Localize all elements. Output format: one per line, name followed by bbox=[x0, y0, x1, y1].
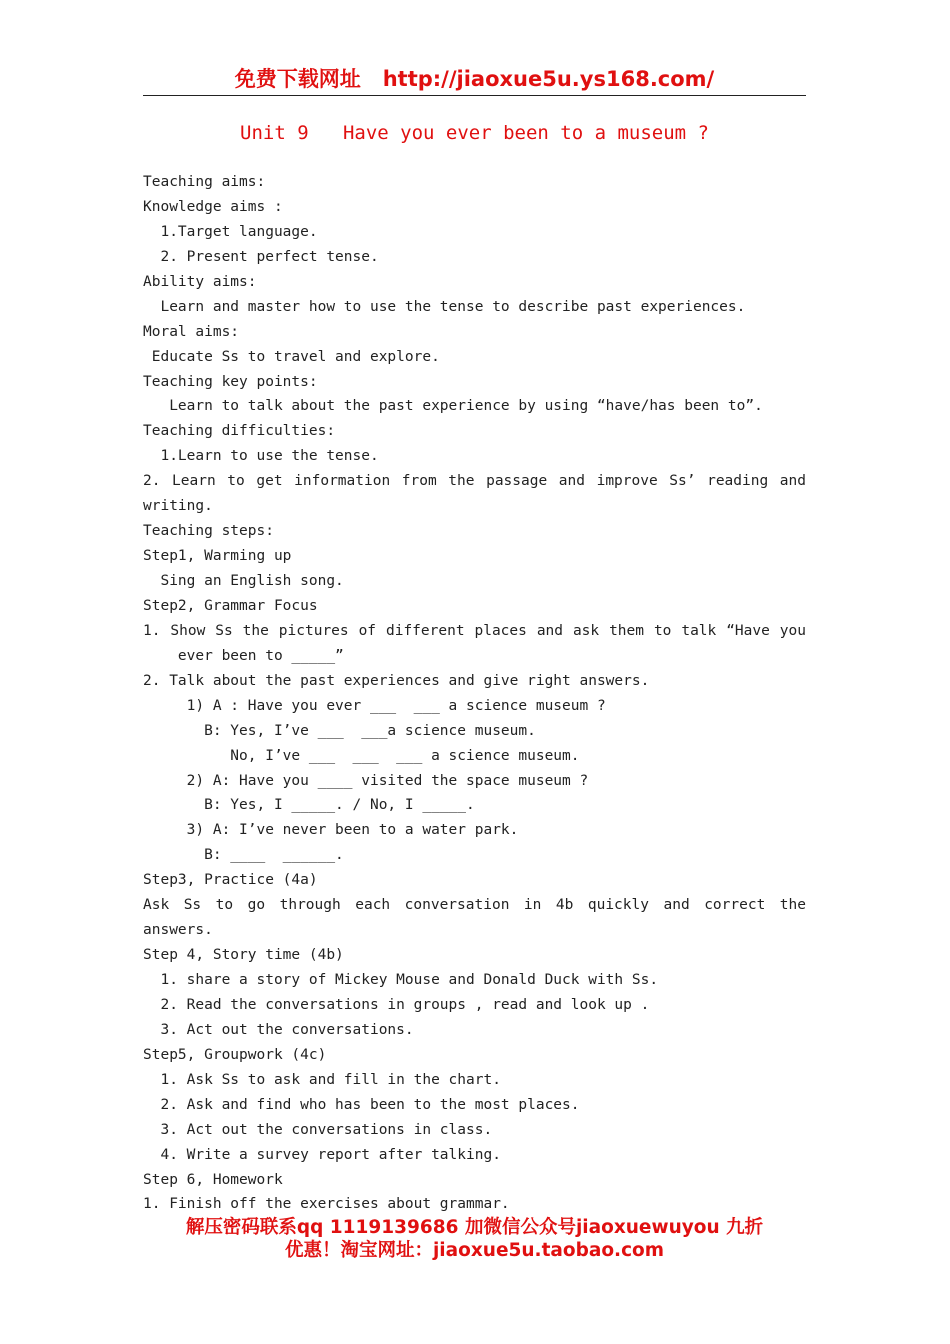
header-label: 免费下载网址 bbox=[234, 67, 361, 91]
text-line: Ability aims: bbox=[143, 273, 257, 290]
text-line: Step1, Warming up bbox=[143, 548, 292, 565]
page-title: Unit 9 Have you ever been to a museum ? bbox=[240, 122, 709, 144]
text-line: ever been to _____” bbox=[143, 647, 344, 664]
text-line: 2. Present perfect tense. bbox=[143, 248, 379, 265]
text-line: 1. Show Ss the pictures of different places and ask them to talk “Have you bbox=[143, 622, 806, 639]
text-line: Step 6, Homework bbox=[143, 1171, 283, 1188]
text-line: Knowledge aims : bbox=[143, 198, 283, 215]
footer-line-2: 优惠！淘宝网址：jiaoxue5u.taobao.com bbox=[284, 1240, 665, 1261]
text-line: Learn and master how to use the tense to describe past experiences. bbox=[143, 298, 746, 315]
text-line: No, I’ve ___ ___ ___ a science museum. bbox=[143, 747, 580, 764]
text-line: Sing an English song. bbox=[143, 573, 344, 589]
text-line: 3. Act out the conversations. bbox=[143, 1021, 414, 1038]
text-line: Step 4, Story time (4b) bbox=[143, 947, 344, 964]
text-line: 1. share a story of Mickey Mouse and Donald Duck with Ss. bbox=[143, 972, 659, 988]
text-line: 2. Talk about the past experiences and give right answers. bbox=[143, 672, 650, 689]
text-line: answers. bbox=[143, 922, 213, 939]
text-line: 2. Ask and find who has been to the most places. bbox=[143, 1096, 580, 1113]
text-line: 2. Read the conversations in groups , read and look up . bbox=[143, 996, 650, 1013]
text-line: 3) A: I’ve never been to a water park. bbox=[143, 822, 519, 839]
text-line: writing. bbox=[143, 498, 213, 515]
lesson-body bbox=[143, 170, 806, 1217]
text-line: 1) A : Have you ever ___ ___ a science museum ? bbox=[143, 697, 606, 714]
text-line: Teaching aims: bbox=[143, 174, 266, 190]
text-line: Learn to talk about the past experience by using “have/has been to”. bbox=[143, 398, 763, 415]
text-line: Step5, Groupwork (4c) bbox=[143, 1046, 327, 1063]
text-line: 1.Learn to use the tense. bbox=[143, 448, 379, 465]
page-header bbox=[143, 64, 806, 96]
text-line: B: Yes, I _____. / No, I _____. bbox=[143, 797, 475, 814]
text-line: 3. Act out the conversations in class. bbox=[143, 1121, 493, 1138]
text-line: Step2, Grammar Focus bbox=[143, 597, 318, 614]
header-url[interactable]: http://jiaoxue5u.ys168.com/ bbox=[382, 67, 715, 91]
text-line: B: ____ ______. bbox=[143, 847, 344, 864]
text-line: 1. Ask Ss to ask and fill in the chart. bbox=[143, 1071, 501, 1088]
text-line: Teaching steps: bbox=[143, 523, 274, 540]
text-line: 1. Finish off the exercises about grammar. bbox=[143, 1196, 510, 1213]
text-line: 1.Target language. bbox=[143, 223, 318, 240]
page-footer bbox=[143, 1216, 806, 1262]
text-line: Educate Ss to travel and explore. bbox=[143, 348, 440, 365]
text-line: Moral aims: bbox=[143, 323, 240, 340]
text-line: 2. Learn to get information from the passage and improve Ss’ reading and bbox=[143, 473, 806, 490]
text-line: Step3, Practice (4a) bbox=[143, 872, 318, 889]
text-line: B: Yes, I’ve ___ ___a science museum. bbox=[143, 722, 536, 739]
text-line: Teaching difficulties: bbox=[143, 423, 336, 440]
text-line: Ask Ss to go through each conversation in 4b quickly and correct the bbox=[143, 897, 806, 914]
text-line: 2) A: Have you ____ visited the space museum ? bbox=[143, 772, 589, 789]
text-line: 4. Write a survey report after talking. bbox=[143, 1146, 501, 1163]
footer-line-1: 解压密码联系qq 1119139686 加微信公众号jiaoxuewuyou 九折 bbox=[185, 1217, 764, 1238]
text-line: Teaching key points: bbox=[143, 373, 318, 390]
